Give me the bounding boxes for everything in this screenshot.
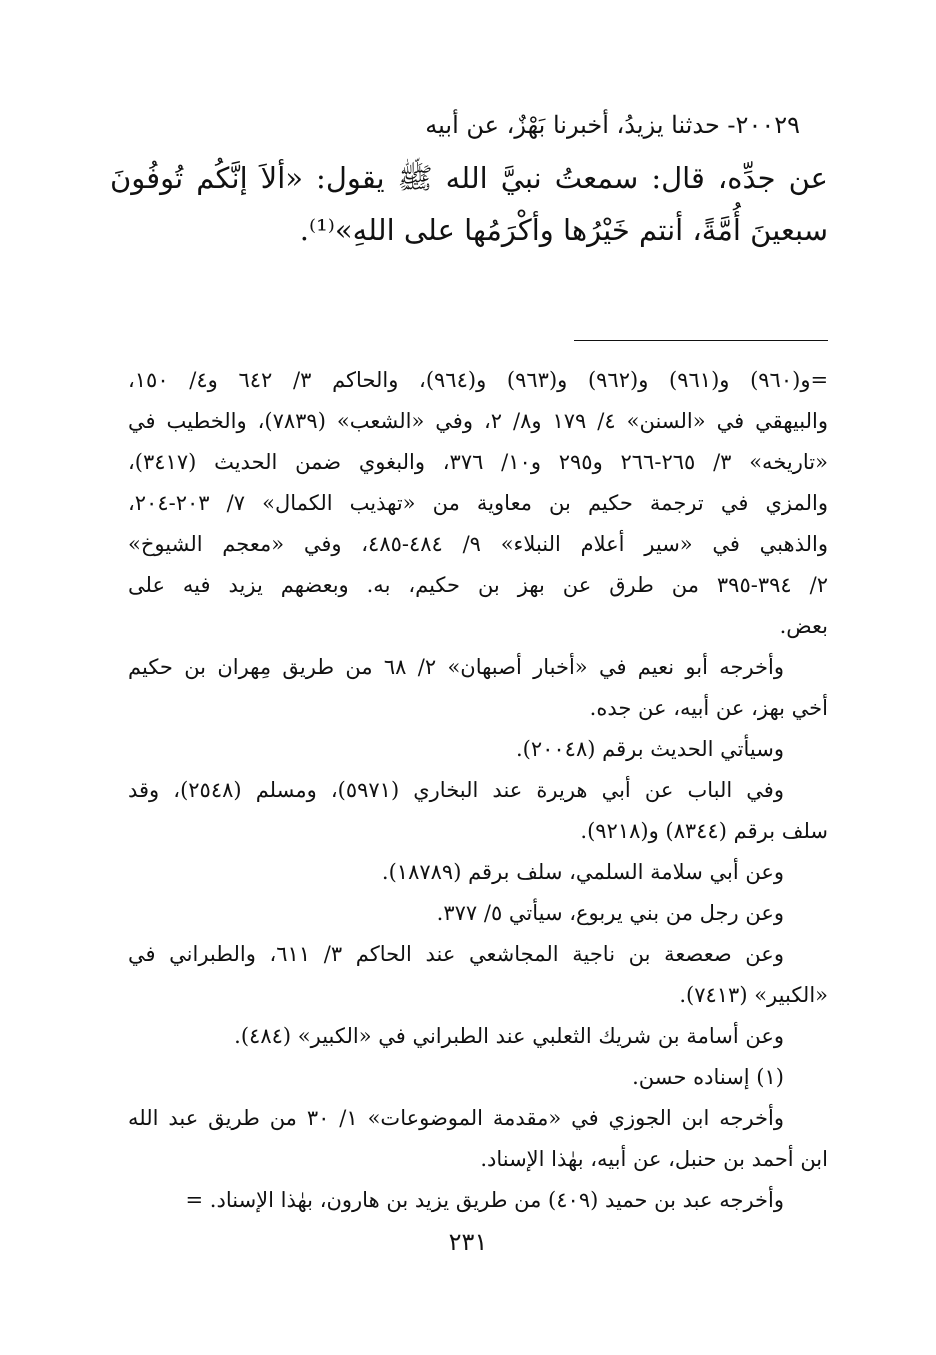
footnote-line: ٢/ ٣٩٤-٣٩٥ من طرق عن بهز بن حكيم، به. وبعضهم يزيد فيه على: [128, 573, 828, 597]
footnote-line: وفي الباب عن أبي هريرة عند البخاري (٥٩٧١)، ومسلم (٢٥٤٨)، وقد: [128, 778, 784, 802]
footnote-line: «الكبير» (٧٤١٣).: [679, 983, 828, 1007]
footnote-separator: [574, 340, 828, 341]
footnote-line: سلف برقم (٨٣٤٤) و(٩٢١٨).: [580, 819, 828, 843]
footnote-line: وأخرجه أبو نعيم في «أخبار أصبهان» ٢/ ٦٨ من طريق مِهران بن حكيم: [128, 655, 784, 679]
footnote-line: بعض.: [779, 614, 828, 638]
footnote-line: والمزي في ترجمة حكيم بن معاوية من «تهذيب الكمال» ٧/ ٢٠٣-٢٠٤،: [128, 491, 828, 515]
footnote-line: والبيهقي في «السنن» ٤/ ١٧٩ و٨/ ٢، وفي «الشعب» (٧٨٣٩)، والخطيب في: [128, 409, 828, 433]
footnote-line: وعن أبي سلامة السلمي، سلف برقم (١٨٧٨٩).: [381, 860, 784, 884]
footnote-line: «تاريخه» ٣/ ٢٦٥-٢٦٦ و٢٩٥ و١٠/ ٣٧٦، والبغوي ضمن الحديث (٣٤١٧)،: [128, 450, 828, 474]
footnote-line: =و(٩٦٠) و(٩٦١) و(٩٦٢) و(٩٦٣) و(٩٦٤)، والحاكم ٣/ ٦٤٢ و٤/ ١٥٠،: [128, 368, 828, 392]
footnote-line: (١) إسناده حسن.: [632, 1065, 784, 1089]
footnote-line: ابن أحمد بن حنبل، عن أبيه، بهٰذا الإسناد.: [480, 1147, 828, 1171]
footnotes: [128, 360, 828, 1221]
hadith-line-1: ٢٠٠٢٩- حدثنا يزيدُ، أخبرنا بَهْزٌ، عن أبيه: [425, 111, 800, 139]
hadith-text: [110, 102, 828, 256]
footnote-line: وسيأتي الحديث برقم (٢٠٠٤٨).: [515, 737, 784, 761]
page-number: ٢٣١: [448, 1228, 488, 1256]
footnote-line: وأخرجه ابن الجوزي في «مقدمة الموضوعات» ١/ ٣٠ من طريق عبد الله: [128, 1106, 784, 1130]
footnote-line: أخي بهز، عن أبيه، عن جده.: [589, 696, 828, 720]
footnote-line: وعن أسامة بن شريك الثعلبي عند الطبراني في «الكبير» (٤٨٤).: [234, 1024, 784, 1048]
hadith-line-2: عن جدِّه، قال: سمعتُ نبيَّ الله ﷺ يقول: «ألاَ إنَّكُم تُوفُونَ: [110, 161, 828, 195]
footnote-line: وأخرجه عبد بن حميد (٤٠٩) من طريق يزيد بن هارون، بهٰذا الإسناد. =: [185, 1188, 784, 1212]
footnote-line: وعن رجل من بني يربوع، سيأتي ٥/ ٣٧٧.: [436, 901, 784, 925]
footnote-line: والذهبي في «سير أعلام النبلاء» ٩/ ٤٨٤-٤٨٥، وفي «معجم الشيوخ»: [128, 532, 828, 556]
footnote-line: وعن صعصعة بن ناجية المجاشعي عند الحاكم ٣/ ٦١١، والطبراني في: [128, 942, 784, 966]
hadith-line-3: سبعينَ أُمَّةً، أنتم خَيْرُها وأكْرَمُها على اللهِ»⁽¹⁾.: [299, 213, 828, 247]
